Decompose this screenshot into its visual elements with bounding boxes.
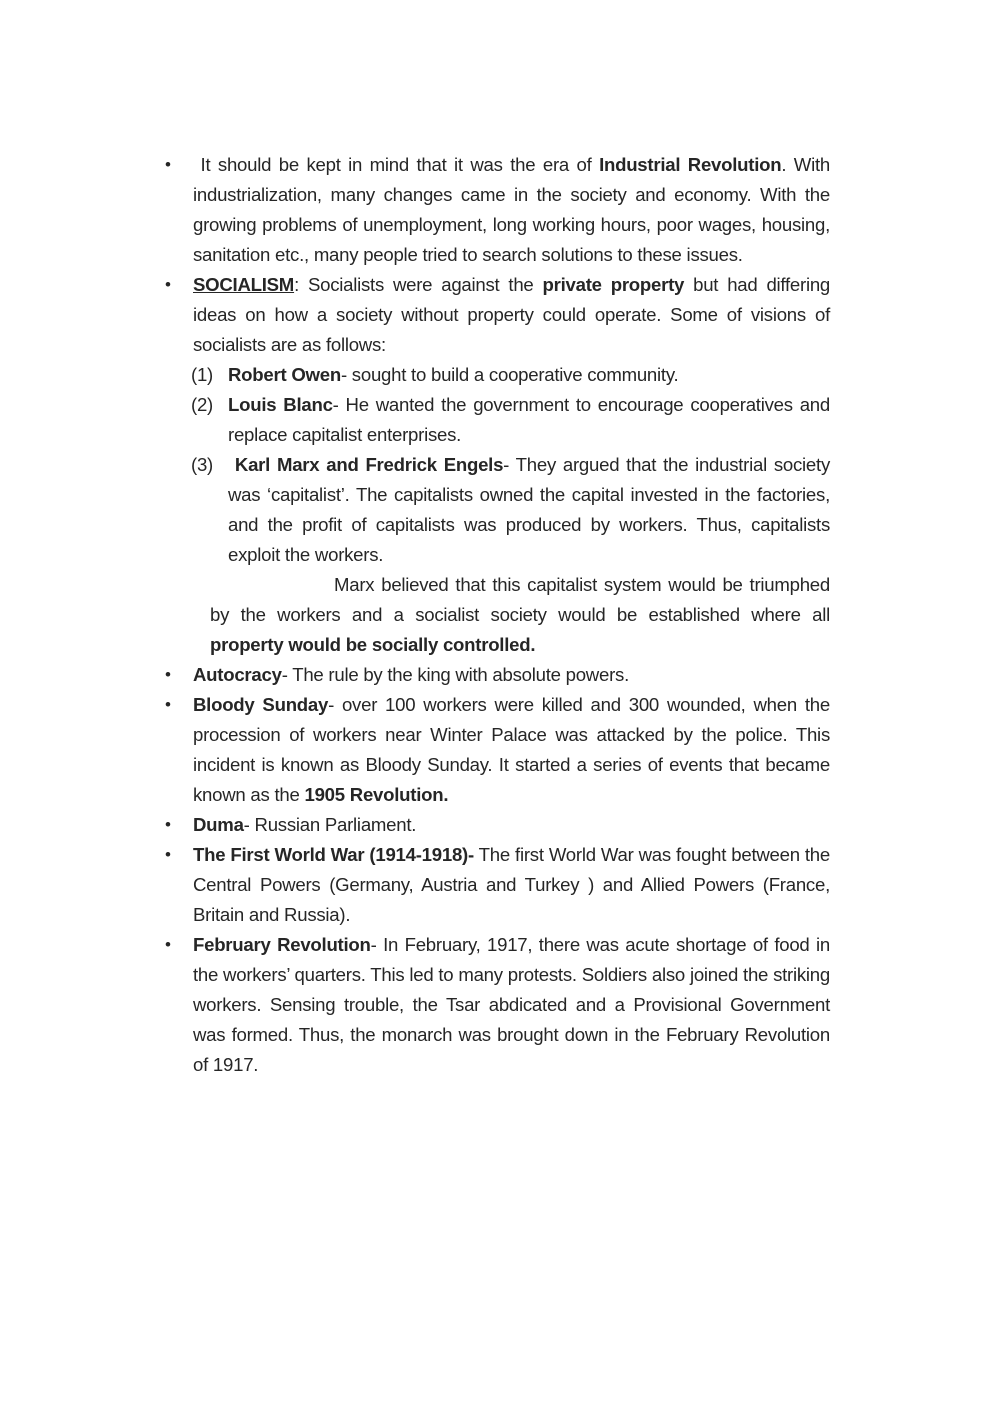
- text-run: - sought to build a cooperative community.: [340, 364, 679, 385]
- bullet-marker: •: [165, 935, 171, 954]
- bullet-marker: •: [165, 155, 171, 174]
- bullet-item: [160, 660, 830, 690]
- numbered-item: [160, 360, 830, 390]
- text-run: . With industrialization, many changes came in the society and economy. With the growing problems of unemployment, long working hours, poor wages, housing, sanitation etc., many people tried to search solutions to these issues.: [193, 154, 835, 265]
- text-run: Autocracy: [193, 664, 282, 685]
- text-run: : Socialists were against the: [294, 274, 543, 295]
- text-run: - Russian Parliament.: [243, 814, 417, 835]
- item-number: (3): [191, 454, 213, 475]
- text-run: Louis Blanc: [228, 394, 333, 415]
- notes-content: [160, 150, 835, 1080]
- numbered-item: [160, 390, 835, 450]
- bullet-item: [160, 840, 835, 930]
- bullet-item: [160, 150, 835, 270]
- text-run: It should be kept in mind that it was the era of: [193, 154, 600, 175]
- bullet-marker: •: [165, 695, 171, 714]
- indented-paragraph: [210, 570, 835, 660]
- text-run: - He wanted the government to encourage cooperatives and replace capitalist enterprises.: [228, 394, 835, 445]
- bullet-item: [160, 270, 835, 360]
- text-run: - The rule by the king with absolute powers.: [281, 664, 629, 685]
- text-run: Karl Marx and Fredrick Engels: [228, 454, 504, 475]
- text-run: The First World War (1914-1918)-: [193, 844, 474, 865]
- bullet-marker: •: [165, 275, 171, 294]
- bullet-item: [160, 690, 835, 810]
- text-run: - In February, 1917, there was acute shortage of food in the workers’ quarters. This led to many protests. Soldiers also joined the striking workers. Sensing trouble, the Tsar abdicated and a Provisional Government was formed. Thus, the monarch was brought down in the February Revolution of 1917.: [193, 934, 835, 1075]
- bullet-item: [160, 930, 835, 1080]
- text-run: Duma: [193, 814, 244, 835]
- bullet-item: [160, 810, 830, 840]
- bullet-marker: •: [165, 815, 171, 834]
- text-run: Robert Owen: [228, 364, 341, 385]
- item-number: (1): [191, 364, 213, 385]
- text-run: 1905 Revolution.: [304, 784, 449, 805]
- text-run: SOCIALISM: [193, 274, 295, 295]
- bullet-marker: •: [165, 665, 171, 684]
- text-run: property would be socially controlled.: [210, 634, 536, 655]
- text-run: February Revolution: [193, 934, 371, 955]
- text-run: Marx believed that this capitalist system would be triumphed by the workers and a socialist society would be established where all: [210, 574, 835, 625]
- numbered-item: [160, 450, 835, 570]
- text-run: private property: [542, 274, 685, 295]
- text-run: but had differing ideas on how a society without property could operate. Some of visions of socialists are as follows:: [193, 274, 835, 355]
- text-run: The first World War was fought between the Central Powers (Germany, Austria and Turkey ) and Allied Powers (France, Britain and Russia).: [193, 844, 835, 925]
- item-number: (2): [191, 394, 213, 415]
- text-run: Bloody Sunday: [193, 694, 329, 715]
- text-run: - They argued that the industrial society was ‘capitalist’. The capitalists owned the capital invested in the factories, and the profit of capitalists was produced by workers. Thus, capitalists exploit the workers.: [228, 454, 835, 565]
- text-run: Industrial Revolution: [599, 154, 782, 175]
- text-run: - over 100 workers were killed and 300 wounded, when the procession of workers near Winter Palace was attacked by the police. This incident is known as Bloody Sunday. It started a series of events that became known as the: [193, 694, 835, 805]
- bullet-marker: •: [165, 845, 171, 864]
